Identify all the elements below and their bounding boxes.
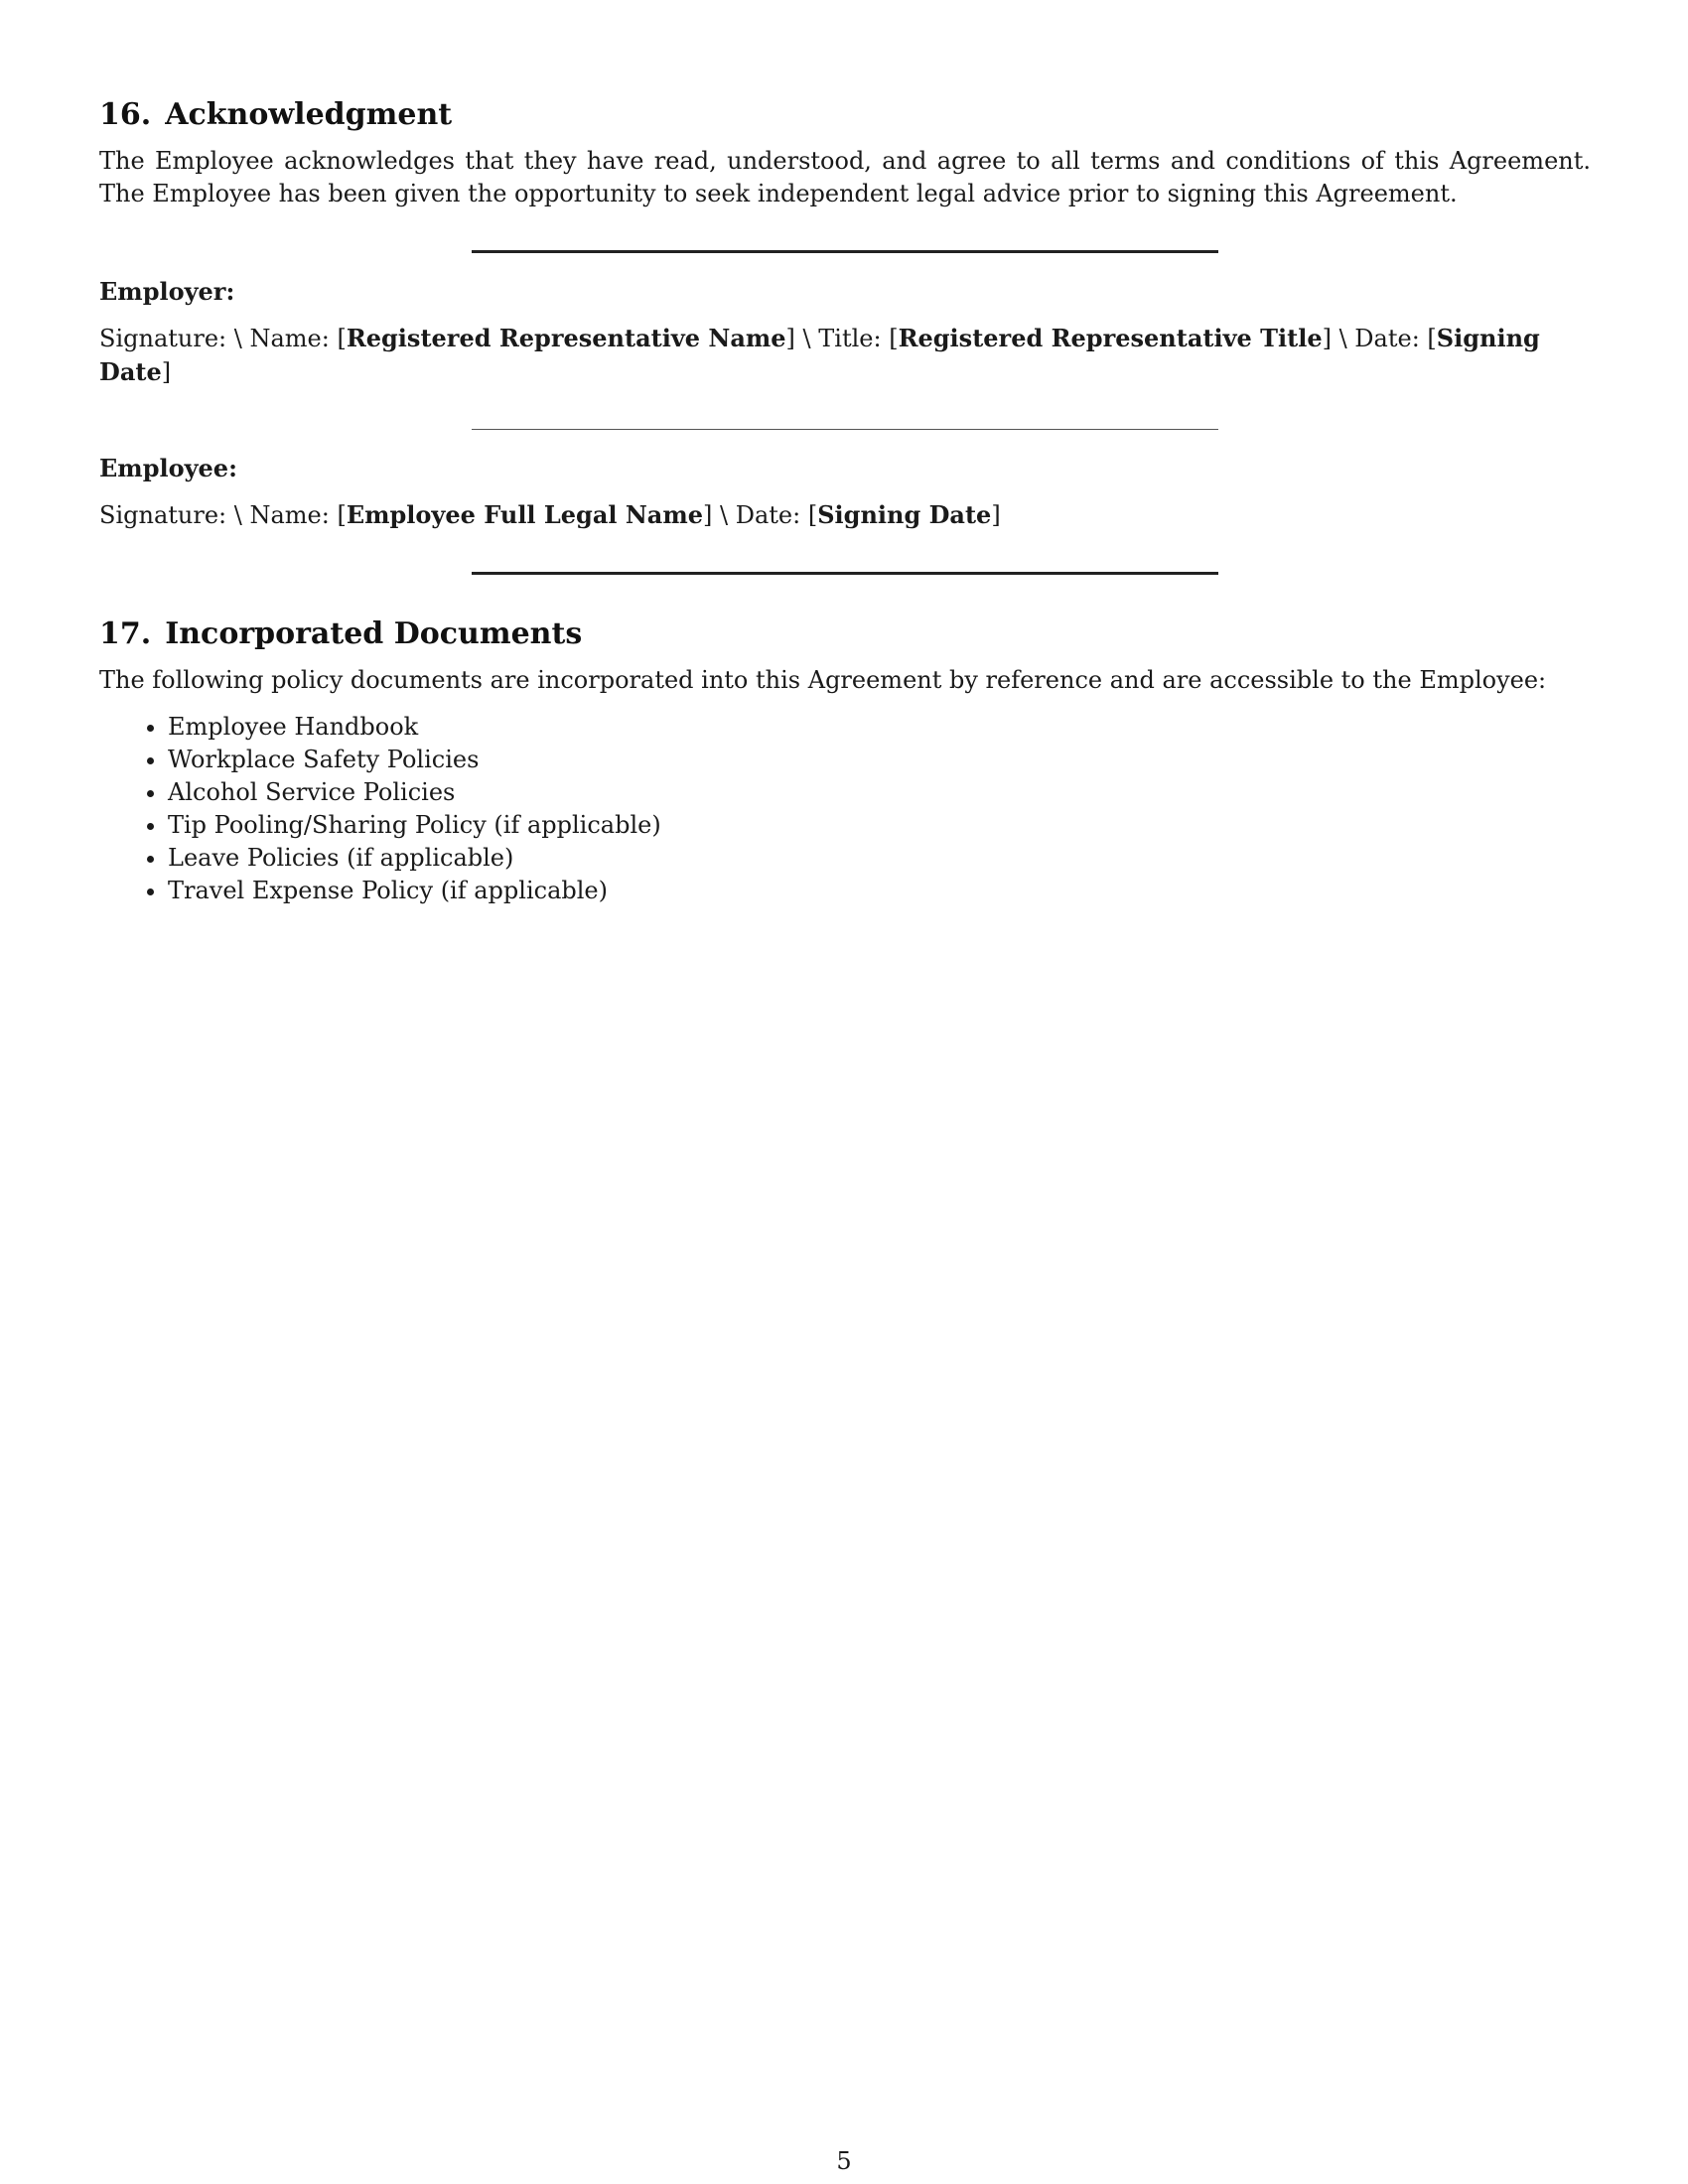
employee-heading: Employee:	[99, 454, 237, 482]
employee-signature-block	[99, 498, 1591, 532]
divider-rule	[472, 572, 1218, 575]
incorporated-paragraph: The following policy documents are incorporated into this Agreement by reference and are accessible to the Employee:	[99, 666, 1547, 694]
separator: ] \ Title:	[785, 325, 890, 352]
employer-title-placeholder: Registered Representative Title	[898, 324, 1323, 352]
employer-signature-block	[99, 322, 1591, 389]
bracket: [	[1427, 325, 1437, 352]
list-item: • Workplace Safety Policies	[168, 744, 1591, 776]
section-16-title: Acknowledgment	[165, 97, 453, 132]
section-17-title: Incorporated Documents	[165, 616, 583, 651]
employer-heading: Employer:	[99, 277, 235, 306]
section-16-heading	[99, 95, 1591, 135]
bracket: [	[337, 325, 347, 352]
bracket: [	[337, 501, 347, 529]
bracket: ]	[161, 358, 172, 386]
list-item: • Alcohol Service Policies	[168, 776, 1591, 809]
employer-name-placeholder: Registered Representative Name	[346, 324, 786, 352]
list-item: • Employee Handbook	[168, 711, 1591, 744]
employer-date-placeholder: Signing Date	[99, 324, 1540, 386]
separator: ] \ Date:	[1322, 325, 1428, 352]
bracket: [	[889, 325, 899, 352]
incorporated-documents-list	[99, 711, 1591, 907]
document-page	[99, 95, 1591, 907]
bracket: ]	[991, 501, 1001, 529]
bracket: [	[807, 501, 818, 529]
page-number: 5	[836, 2147, 852, 2175]
employee-name-placeholder: Employee Full Legal Name	[346, 500, 704, 529]
section-17-number: 17.	[99, 616, 152, 651]
divider-rule	[472, 429, 1218, 430]
acknowledgment-paragraph: The Employee acknowledges that they have read, understood, and agree to all terms and conditions of this Agreement. The Employee has been given the opportunity to seek independent legal advice prior to signing this Agreement.	[99, 147, 1591, 207]
section-16-number: 16.	[99, 97, 152, 132]
list-item: • Travel Expense Policy (if applicable)	[168, 875, 1591, 907]
employer-signature-label: Signature: \ Name:	[99, 325, 338, 352]
list-item: • Leave Policies (if applicable)	[168, 842, 1591, 875]
separator: ] \ Date:	[703, 501, 808, 529]
employee-date-placeholder: Signing Date	[817, 500, 992, 529]
section-17-heading	[99, 614, 1591, 654]
employee-signature-label: Signature: \ Name:	[99, 501, 338, 529]
divider-rule	[472, 250, 1218, 253]
list-item: • Tip Pooling/Sharing Policy (if applicable)	[168, 809, 1591, 842]
